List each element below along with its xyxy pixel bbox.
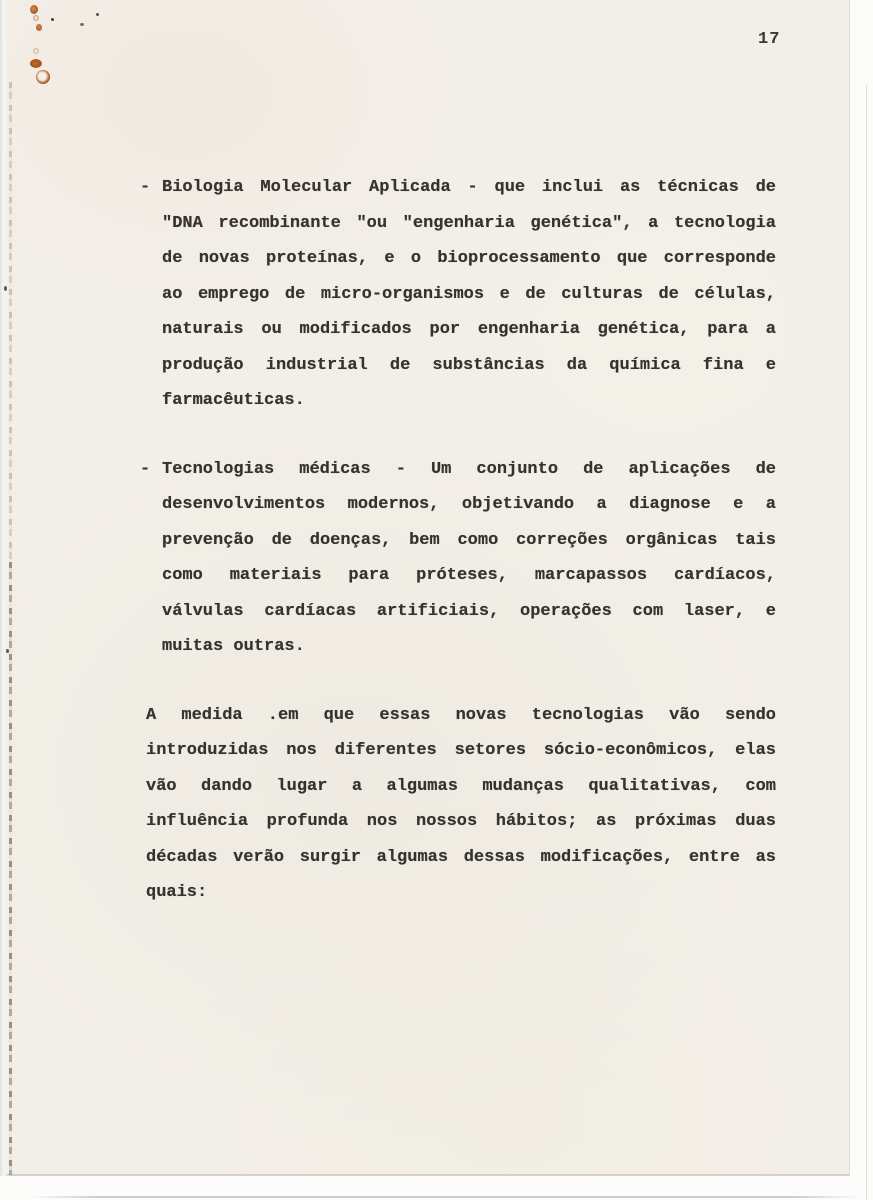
bullet-marker: - [140, 459, 151, 479]
ink-speck [80, 23, 84, 26]
rust-stain-ring [36, 70, 50, 84]
page-number: 17 [758, 30, 781, 49]
ink-speck [51, 18, 54, 21]
document-text [140, 170, 776, 911]
text-line: Tecnologias médicas - Um conjunto de aplicações de [162, 459, 776, 479]
text-line: como materiais para próteses, marcapassos cardíacos, [162, 566, 776, 585]
scan-line-artifact-bottom [9, 562, 12, 1175]
text-line: válvulas cardíacas artificiais, operações com laser, e [162, 601, 776, 621]
scan-line-artifact-top [9, 82, 12, 562]
text-line: A medida .em que essas novas tecnologias vão sendo [146, 705, 776, 725]
text-line: naturais ou modificados por engenharia genética, para a [162, 320, 776, 339]
text-line: influência profunda nos nossos hábitos; as próximas duas [146, 812, 776, 831]
text-line: vão dando lugar a algumas mudanças qualitativas, com [146, 776, 776, 796]
text-line: décadas verão surgir algumas dessas modificações, entre as [146, 847, 776, 867]
bullet-marker: - [140, 178, 151, 197]
ink-speck [6, 649, 9, 653]
scan-left-edge [0, 0, 8, 1176]
text-line: de novas proteínas, e o bioprocessamento que corresponde [162, 249, 776, 268]
paragraph-body [162, 452, 776, 665]
rust-stain [33, 48, 39, 54]
text-line: ao emprego de micro-organismos e de culturas de células, [162, 284, 776, 304]
bullet-item [140, 452, 776, 665]
text-line: introduzidas nos diferentes setores sócio-econômicos, elas [146, 741, 776, 760]
text-line: Biologia Molecular Aplicada - que inclui as técnicas de [162, 178, 776, 197]
scan-right-edge-line [866, 85, 867, 1200]
text-line: muitas outras. [162, 637, 305, 656]
rust-stain [30, 59, 42, 68]
bullet-item [140, 170, 776, 419]
rust-stain [36, 24, 42, 31]
paragraph-body [146, 698, 776, 911]
text-line: farmacêuticas. [162, 391, 305, 410]
text-line: produção industrial de substâncias da química fina e [162, 355, 776, 375]
text-line: prevenção de doenças, bem como correções orgânicas tais [162, 530, 776, 550]
text-line: desenvolvimentos modernos, objetivando a diagnose e a [162, 495, 776, 514]
scan-bottom-edge-line [30, 1196, 860, 1198]
text-line: quais: [146, 883, 208, 902]
rust-stain [30, 5, 38, 14]
paragraph-body [162, 170, 776, 419]
text-line: "DNA recombinante "ou "engenharia genética", a tecnologia [162, 213, 776, 233]
paragraph [140, 698, 776, 911]
rust-stain [33, 15, 39, 21]
ink-speck [4, 286, 7, 291]
ink-speck [96, 13, 99, 16]
